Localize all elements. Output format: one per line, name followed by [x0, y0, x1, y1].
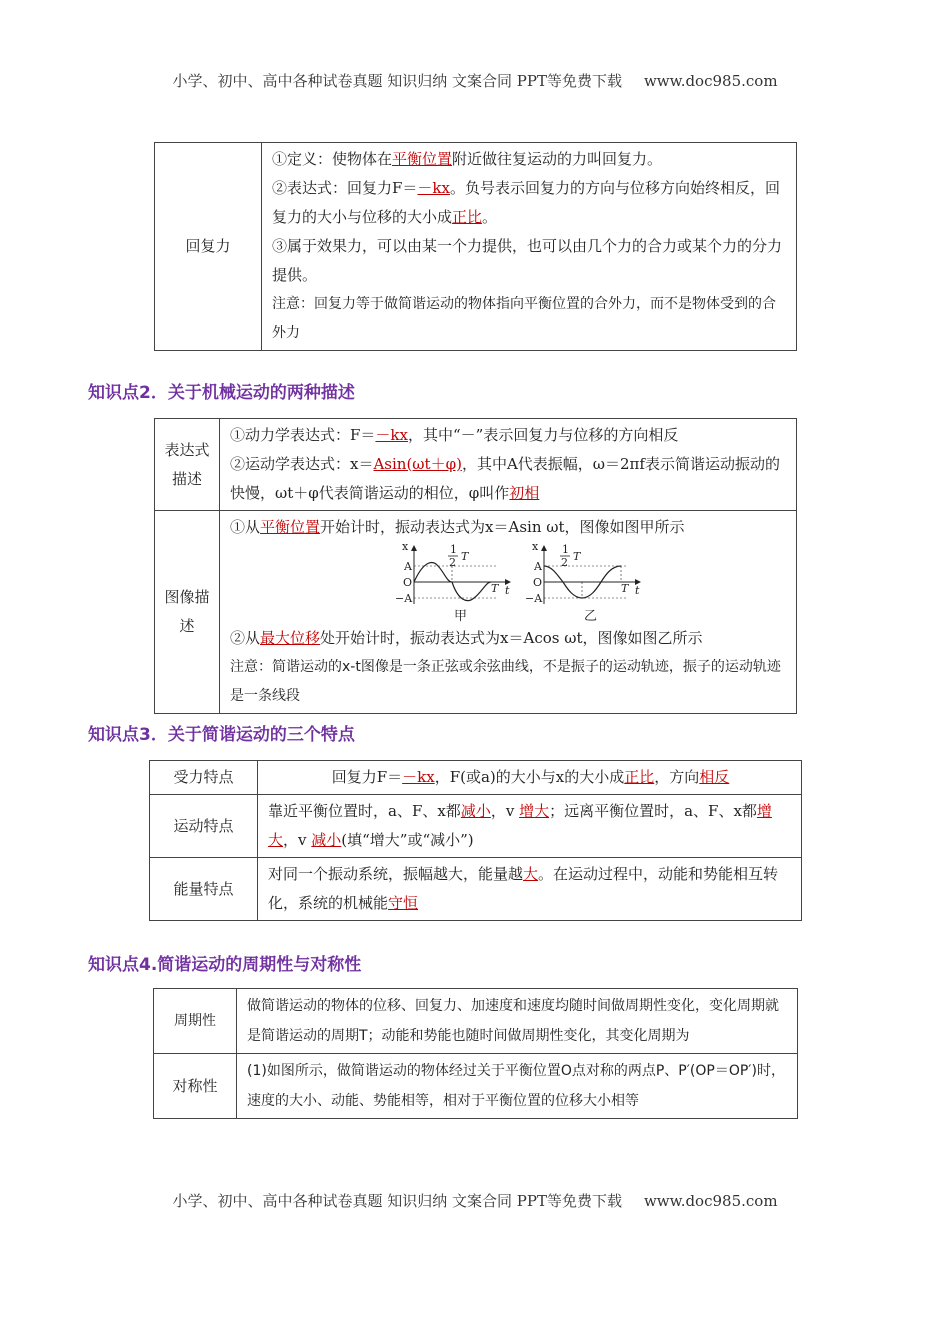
footer-text: 小学、初中、高中各种试卷真题 知识归纳 文案合同 PPT等免费下载	[172, 1192, 622, 1210]
footer-site[interactable]: www.doc985.com	[643, 1192, 778, 1210]
energy-feature-content: 对同一个振动系统，振幅越大，能量越大。在运动过程中，动能和势能相互转化，系统的机械能守恒	[258, 858, 802, 921]
graph-description-label: 图像描述	[155, 511, 220, 714]
motion-description-table	[154, 418, 797, 714]
svg-text:O: O	[533, 576, 543, 589]
definition-line: ①定义：使物体在平衡位置附近做往复运动的力叫回复力。	[272, 150, 663, 168]
svg-text:1: 1	[562, 543, 569, 556]
svg-text:O: O	[403, 576, 413, 589]
svg-text:甲: 甲	[454, 609, 468, 624]
section-3-title: 知识点3．关于简谐运动的三个特点	[88, 725, 355, 745]
graph-yi	[525, 542, 641, 624]
xt-graphs-figure	[392, 542, 652, 624]
periodicity-content: 做简谐运动的物体的位移、回复力、加速度和速度均随时间做周期性变化，变化周期就是简谐运动的周期T；动能和势能也随时间做周期性变化，其变化周期为	[237, 989, 798, 1054]
svg-text:2: 2	[561, 556, 568, 569]
svg-text:T: T	[621, 582, 629, 595]
section-2-title: 知识点2．关于机械运动的两种描述	[88, 383, 355, 403]
svg-text:1: 1	[450, 543, 457, 556]
dynamics-expression-line: ①动力学表达式：F＝－kx，其中“－”表示回复力与位移的方向相反	[230, 426, 679, 444]
expression-description-label: 表达式描述	[155, 419, 220, 511]
header-text: 小学、初中、高中各种试卷真题 知识归纳 文案合同 PPT等免费下载	[172, 72, 622, 90]
svg-text:t: t	[505, 584, 510, 597]
svg-text:T: T	[491, 582, 499, 595]
effect-force-line: ③属于效果力，可以由某一个力提供，也可以由几个力的合力或某个力的分力提供。	[272, 237, 783, 284]
graph-jia	[395, 542, 511, 624]
svg-text:t: t	[635, 584, 640, 597]
graph-jia-line: ①从平衡位置开始计时，振动表达式为x＝Asin ωt，图像如图甲所示	[230, 518, 685, 536]
svg-text:x: x	[532, 542, 539, 553]
symmetry-label: 对称性	[154, 1054, 237, 1119]
svg-text:−A: −A	[395, 592, 413, 605]
graph-note: 注意：简谐运动的x-t图像是一条正弦或余弦曲线，不是振子的运动轨迹，振子的运动轨迹是一条线段	[230, 659, 781, 704]
xt-graphs	[230, 542, 788, 624]
motion-feature-label: 运动特点	[150, 795, 258, 858]
note-line: 注意：回复力等于做简谐运动的物体指向平衡位置的合外力，而不是物体受到的合外力	[272, 296, 776, 341]
energy-feature-label: 能量特点	[150, 858, 258, 921]
restoring-force-content	[262, 143, 797, 351]
header-site[interactable]: www.doc985.com	[643, 72, 778, 90]
svg-text:A: A	[534, 560, 542, 573]
motion-feature-content: 靠近平衡位置时，a、F、x都减小，v 增大；远离平衡位置时，a、F、x都增大，v 减小(填“增大”或“减小”)	[258, 795, 802, 858]
restoring-force-table	[154, 142, 797, 351]
characteristics-table	[149, 760, 802, 921]
symmetry-content: (1)如图所示，做简谐运动的物体经过关于平衡位置O点对称的两点P、P′(OP＝OP′)时，速度的大小、动能、势能相等，相对于平衡位置的位移大小相等	[237, 1054, 798, 1119]
force-feature-content: 回复力F＝－kx，F(或a)的大小与x的大小成正比，方向相反	[258, 761, 802, 795]
svg-text:2: 2	[449, 556, 456, 569]
section-4-title: 知识点4.简谐运动的周期性与对称性	[88, 955, 362, 975]
graph-description-content	[220, 511, 797, 714]
page-header	[0, 70, 950, 91]
restoring-force-label: 回复力	[155, 143, 262, 351]
periodicity-label: 周期性	[154, 989, 237, 1054]
page-footer	[0, 1190, 950, 1211]
svg-text:x: x	[402, 542, 409, 553]
graph-yi-line: ②从最大位移处开始计时，振动表达式为x＝Acos ωt，图像如图乙所示	[230, 629, 703, 647]
expression-description-content	[220, 419, 797, 511]
svg-text:T: T	[461, 550, 469, 563]
svg-text:T: T	[573, 550, 581, 563]
expression-line: ②表达式：回复力F＝－kx。负号表示回复力的方向与位移方向始终相反，回复力的大小与位移的大小成正比。	[272, 179, 780, 226]
svg-text:A: A	[404, 560, 412, 573]
periodicity-symmetry-table	[153, 988, 798, 1119]
svg-text:−A: −A	[525, 592, 543, 605]
kinematics-expression-line: ②运动学表达式：x＝Asin(ωt＋φ)，其中A代表振幅，ω＝2πf表示简谐运动振动的快慢，ωt＋φ代表简谐运动的相位，φ叫作初相	[230, 455, 780, 502]
force-feature-label: 受力特点	[150, 761, 258, 795]
svg-text:乙: 乙	[584, 609, 598, 624]
